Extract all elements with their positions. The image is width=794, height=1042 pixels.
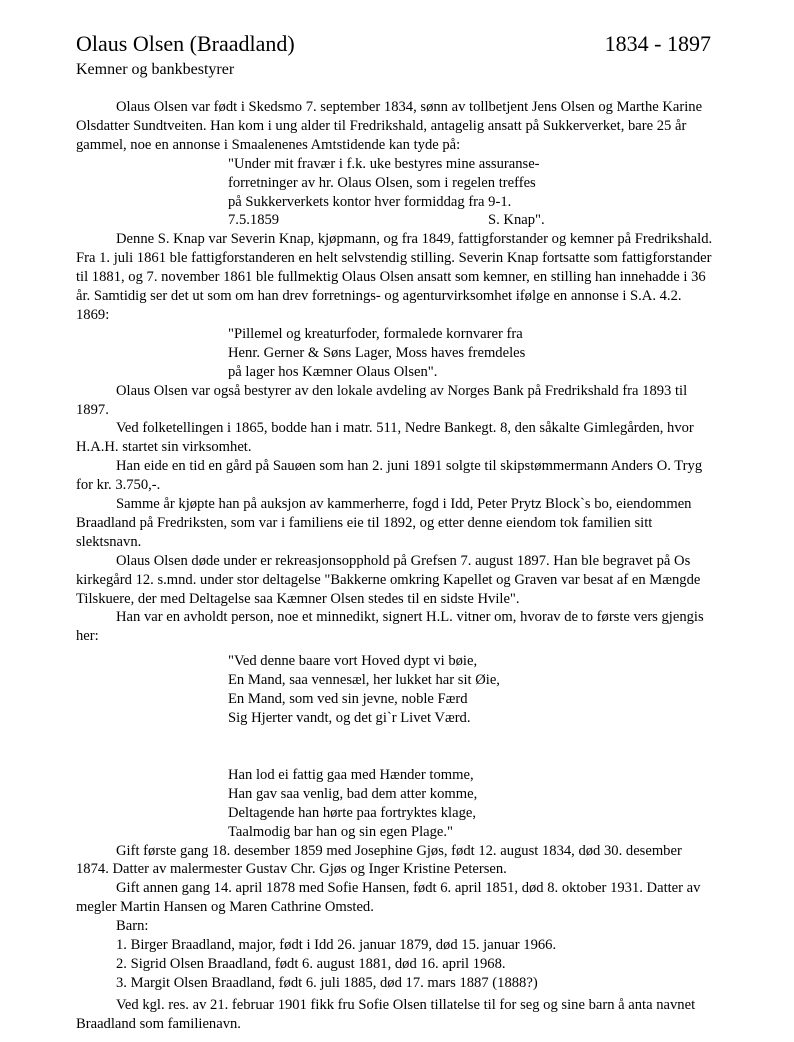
quote-line: på Sukkerverkets kontor hver formiddag fra 9-1.: [228, 193, 512, 210]
occupation-subtitle: Kemner og bankbestyrer: [76, 61, 235, 78]
quote-line: "Under mit fravær i f.k. uke bestyres mine assuranse-: [228, 155, 540, 172]
paragraph-death: Olaus Olsen døde under er rekreasjonsopphold på Grefsen 7. august 1897. Han ble begravet på Os kirkegård 12. s.mnd. under stor deltagelse "Bakkerne omkring Kapellet og Graven var besat af en Mængde Tilskuere, der med Deltagelse saa Kæmner Olsen stedes til en sidste Hvile".: [76, 552, 701, 607]
paragraph-census: Ved folketellingen i 1865, bodde han i matr. 511, Nedre Bankegt. 8, den såkalte Gimlegården, hvor H.A.H. startet sin virksomhet.: [76, 420, 694, 456]
poem-line: Han lod ei fattig gaa med Hænder tomme,: [228, 766, 474, 783]
biography-body: [76, 98, 716, 1034]
poem-line: Taalmodig bar han og sin egen Plage.": [228, 823, 453, 840]
children-list: [76, 917, 716, 993]
life-years: 1834 - 1897: [604, 31, 711, 56]
quote-signature: S. Knap".: [488, 212, 545, 229]
paragraph-bank: Olaus Olsen var også bestyrer av den lokale avdeling av Norges Bank på Fredrikshald fra 1893 til 1897.: [76, 382, 688, 418]
paragraph-poem-intro: Han var en avholdt person, noe et minnedikt, signert H.L. vitner om, hvorav de to første vers gjengis her:: [76, 609, 704, 645]
poem-line: "Ved denne baare vort Hoved dypt vi bøie,: [228, 653, 478, 670]
child-item: 2. Sigrid Olsen Braadland, født 6. august 1881, død 16. april 1968.: [116, 955, 506, 972]
children-label: Barn:: [116, 918, 149, 935]
paragraph-royal-resolution: Ved kgl. res. av 21. februar 1901 fikk fru Sofie Olsen tillatelse til for seg og sine barn å anta navnet Braadland som familienavn.: [76, 996, 696, 1032]
poem-line: Deltagende han hørte paa fortryktes klage,: [228, 804, 476, 821]
quote-signature-line: [228, 211, 716, 230]
paragraph-second-marriage: Gift annen gang 14. april 1878 med Sofie Hansen, født 6. april 1851, død 8. oktober 1931. Datter av megler Martin Hansen og Maren Cathrine Omsted.: [76, 880, 701, 916]
quote-line: på lager hos Kæmner Olaus Olsen".: [228, 363, 438, 380]
child-item: 3. Margit Olsen Braadland, født 6. juli 1885, død 17. mars 1887 (1888?): [116, 974, 538, 991]
poem-line: En Mand, som ved sin jevne, noble Færd: [228, 691, 468, 708]
advertisement-quote-2: [76, 325, 716, 382]
quote-line: Henr. Gerner & Søns Lager, Moss haves fremdeles: [228, 344, 526, 361]
advertisement-quote-1: [76, 155, 716, 231]
quote-date: 7.5.1859: [228, 212, 280, 229]
paragraph-farm: Han eide en tid en gård på Sauøen som han 2. juni 1891 solgte til skipstømmermann Anders O. Tryg for kr. 3.750,-.: [76, 458, 703, 494]
paragraph-first-marriage: Gift første gang 18. desember 1859 med Josephine Gjøs, født 12. august 1834, død 30. desember 1874. Datter av malermester Gustav Chr. Gjøs og Inger Kristine Petersen.: [76, 842, 682, 878]
paragraph-braadland: Samme år kjøpte han på auksjon av kammerherre, fogd i Idd, Peter Prytz Block`s bo, eiendommen Braadland på Fredriksten, som var i familiens eie til 1892, og etter denne eiendom tok familien sitt slektsnavn.: [76, 496, 692, 550]
poem-line: Han gav saa venlig, bad dem atter komme,: [228, 785, 478, 802]
page-edge-mask: [786, 814, 794, 1042]
person-name-title: Olaus Olsen (Braadland): [76, 31, 295, 56]
quote-line: forretninger av hr. Olaus Olsen, som i regelen treffes: [228, 174, 536, 191]
child-item: 1. Birger Braadland, major, født i Idd 26. januar 1879, død 15. januar 1966.: [116, 937, 557, 954]
poem-line: Sig Hjerter vandt, og det gi`r Livet Værd.: [228, 710, 471, 726]
poem-line: En Mand, saa vennesæl, her lukket har sit Øie,: [228, 672, 500, 689]
quote-line: "Pillemel og kreaturfoder, formalede kornvarer fra: [228, 325, 523, 342]
paragraph-knap: Denne S. Knap var Severin Knap, kjøpmann, og fra 1849, fattigforstander og kemner på Fredrikshald. Fra 1. juli 1861 ble fattigforstanderen en helt selvstendig stilling. Severin Knap fortsatte som fattigforstander til 1881, og 7. november 1861 ble fullmektig Olaus Olsen ansatt som kemner, en stilling han innehadde i 36 år. Samtidig ser det ut som om han drev forretnings- og agenturvirksomhet ifølge en annonse i S.A. 4.2. 1869:: [76, 231, 713, 323]
paragraph-birth: Olaus Olsen var født i Skedsmo 7. september 1834, sønn av tollbetjent Jens Olsen og Marthe Karine Olsdatter Sundtveiten. Han kom i ung alder til Fredrikshald, antagelig ansatt på Sukkerverket, bare 25 år gammel, noe en annonse i Smaalenenes Amtstidende kan tyde på:: [76, 99, 703, 153]
memorial-poem: [76, 652, 716, 841]
